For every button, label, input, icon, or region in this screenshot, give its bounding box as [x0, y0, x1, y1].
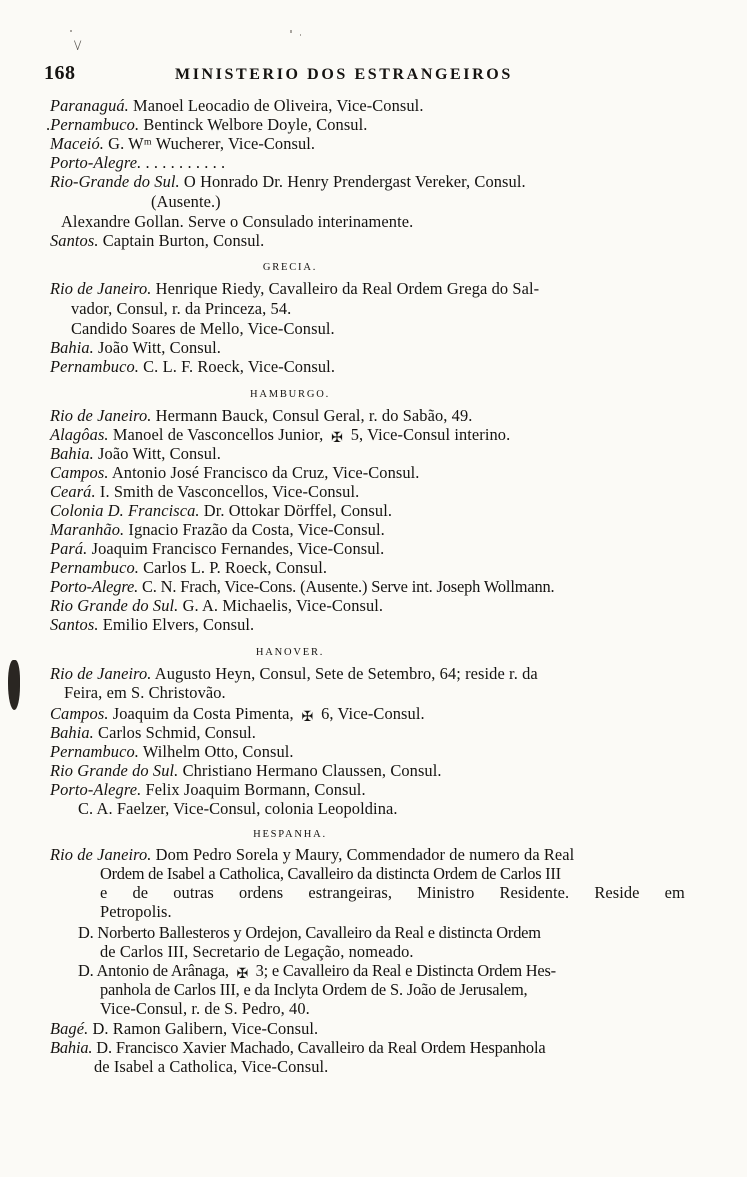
entry-text: I. Smith de Vasconcellos, Vice-Consul. [95, 482, 360, 501]
entry-text: D. Francisco Xavier Machado, Cavalleiro da Real Ordem Hespanhola [92, 1038, 546, 1057]
entry-text: Antonio José Francisco da Cruz, Vice-Consul. [108, 463, 420, 482]
paper-speck [300, 34, 301, 36]
entry-text: Emilio Elvers, Consul. [98, 615, 255, 634]
entry-line [78, 923, 541, 942]
place-name: Rio de Janeiro. [50, 845, 152, 864]
entry-line [50, 425, 510, 446]
entry-word: Residente. [499, 883, 570, 902]
order-cross-icon: ✠ [331, 431, 343, 446]
entry-text: Wilhelm Otto, Consul. [138, 742, 294, 761]
entry-word: e [100, 883, 108, 902]
place-name: Bahia. [50, 723, 94, 742]
entry-line [50, 780, 366, 799]
entry-line [94, 1057, 328, 1076]
entry-text: Vice-Consul, r. de S. Pedro, 40. [100, 999, 310, 1018]
entry-text: G. A. Michaelis, Vice-Consul. [178, 596, 384, 615]
entry-line [50, 357, 335, 376]
entry-line [50, 406, 472, 425]
section-heading-hamburgo: HAMBURGO. [249, 389, 331, 400]
section-heading-hespanha: HESPANHA. [253, 829, 327, 840]
place-name: Santos. [50, 615, 99, 634]
entry-line [50, 153, 225, 172]
entry-line [50, 1038, 546, 1057]
place-name: Bahia. [50, 444, 94, 463]
entry-text: Ignacio Frazão da Costa, Vice-Consul. [124, 520, 385, 539]
entry-text: Augusto Heyn, Consul, Sete de Setembro, 64; reside r. da [151, 664, 538, 683]
place-name: Porto-Alegre. [50, 153, 142, 172]
entry-line [50, 577, 555, 596]
place-name: Rio Grande do Sul. [50, 596, 179, 615]
entry-line [100, 980, 528, 999]
entry-line [50, 596, 383, 615]
running-title: MINISTERIO DOS ESTRANGEIROS [175, 66, 513, 83]
entry-text: Felix Joaquim Bormann, Consul. [141, 780, 366, 799]
entry-line [71, 299, 291, 318]
entry-word: estrangeiras, [308, 883, 393, 902]
entry-prefix: . [46, 115, 51, 134]
place-name: Rio Grande do Sul. [50, 761, 179, 780]
place-name: Rio de Janeiro. [50, 279, 152, 298]
order-cross-icon: ✠ [236, 967, 248, 982]
entry-text: (Ausente.) [151, 192, 221, 211]
entry-line [50, 279, 539, 298]
entry-line [100, 902, 172, 921]
entry-line [50, 845, 574, 864]
place-name: Maceió. [50, 134, 104, 153]
entry-line [50, 172, 526, 191]
entry-word: Reside [594, 883, 640, 902]
entry-text: C. A. Faelzer, Vice-Consul, colonia Leopoldina. [78, 799, 398, 818]
place-name: Maranhão. [50, 520, 125, 539]
entry-line [100, 999, 310, 1018]
paper-speck [70, 30, 72, 32]
entry-text: D. Antonio de Arânaga, [78, 961, 229, 980]
entry-line [61, 212, 413, 231]
entry-line [50, 723, 256, 742]
entry-text: G. Wᵐ Wucherer, Vice-Consul. [103, 134, 316, 153]
entry-line [50, 482, 359, 501]
entry-text: João Witt, Consul. [93, 338, 221, 357]
entry-line [50, 704, 425, 725]
place-name: Campos. [50, 704, 109, 723]
corner-mark: \/ [74, 38, 81, 54]
entry-line [50, 444, 221, 463]
entry-text: C. N. Frach, Vice-Cons. (Ausente.) Serve int. Joseph Wollmann. [138, 577, 555, 596]
place-name: Pará. [50, 539, 88, 558]
entry-line [50, 520, 385, 539]
entry-word: de [132, 883, 149, 902]
place-name: Pernambuco. [50, 115, 140, 134]
entry-text: D. Ramon Galibern, Vice-Consul. [88, 1019, 319, 1038]
entry-text: Dom Pedro Sorela y Maury, Commendador de numero da Real [151, 845, 575, 864]
entry-line [46, 115, 367, 134]
place-name: Pernambuco. [50, 558, 139, 577]
entry-text: Manoel Leocadio de Oliveira, Vice-Consul. [128, 96, 424, 115]
entry-line [78, 799, 398, 818]
entry-text: Ordem de Isabel a Catholica, Cavalleiro da distincta Ordem de Carlos III [100, 864, 561, 883]
entry-text: Candido Soares de Mello, Vice-Consul. [71, 319, 335, 338]
entry-line [50, 539, 384, 558]
entry-line [50, 664, 538, 683]
place-name: Porto-Alegre. [50, 780, 142, 799]
entry-word: ordens [238, 883, 284, 902]
entry-text: O Honrado Dr. Henry Prendergast Vereker, Consul. [179, 172, 526, 191]
entry-text: Alexandre Gollan. Serve o Consulado interinamente. [61, 212, 414, 231]
entry-line [50, 1019, 318, 1038]
entry-line [100, 883, 685, 902]
entry-line [50, 558, 327, 577]
place-name: Rio de Janeiro. [50, 406, 152, 425]
entry-text: 5, Vice-Consul interino. [350, 425, 511, 444]
entry-text: Joaquim da Costa Pimenta, [108, 704, 294, 723]
place-name: Rio de Janeiro. [50, 664, 152, 683]
entry-line [50, 501, 392, 520]
entry-line [50, 231, 264, 250]
entry-text: vador, Consul, r. da Princeza, 54. [71, 299, 292, 318]
place-name: Ceará. [50, 482, 96, 501]
place-name: Colonia D. Francisca. [50, 501, 200, 520]
place-name: Bahia. [50, 1038, 93, 1057]
entry-text: Carlos L. P. Roeck, Consul. [138, 558, 328, 577]
entry-word: em [664, 883, 685, 902]
entry-line [50, 96, 424, 115]
entry-text: de Isabel a Catholica, Vice-Consul. [94, 1057, 329, 1076]
binding-ink-mark [8, 660, 20, 710]
place-name: Alagôas. [50, 425, 109, 444]
place-name: Porto-Alegre. [50, 577, 139, 596]
entry-text: 3; e Cavalleiro da Real e Distincta Ordem Hes- [255, 961, 556, 980]
entry-text: 6, Vice-Consul. [321, 704, 425, 723]
place-name: Bahia. [50, 338, 94, 357]
place-name: Paranaguá. [50, 96, 129, 115]
entry-line [151, 192, 221, 211]
entry-text: panhola de Carlos III, e da Inclyta Ordem de S. João de Jerusalem, [100, 980, 528, 999]
place-name: Santos. [50, 231, 99, 250]
entry-line [64, 683, 226, 702]
page-number: 168 [44, 62, 76, 84]
entry-line [71, 319, 335, 338]
entry-text: Joaquim Francisco Fernandes, Vice-Consul. [87, 539, 385, 558]
entry-line [78, 961, 556, 982]
entry-text: D. Norberto Ballesteros y Ordejon, Cavalleiro da Real e distincta Ordem [78, 923, 541, 942]
entry-text: . . . . . . . . . . [141, 153, 226, 172]
place-name: Campos. [50, 463, 109, 482]
entry-text: Captain Burton, Consul. [98, 231, 265, 250]
page-header [44, 61, 680, 93]
entry-line [50, 615, 254, 634]
entry-line [50, 463, 420, 482]
entry-text: C. L. F. Roeck, Vice-Consul. [138, 357, 336, 376]
entry-line [100, 864, 561, 883]
place-name: Pernambuco. [50, 357, 139, 376]
entry-text: Manoel de Vasconcellos Junior, [108, 425, 324, 444]
entry-text: João Witt, Consul. [93, 444, 221, 463]
entry-word: Ministro [417, 883, 475, 902]
entry-text: Dr. Ottokar Dörffel, Consul. [199, 501, 393, 520]
paper-speck [290, 30, 292, 33]
entry-text: Bentinck Welbore Doyle, Consul. [139, 115, 368, 134]
entry-text: Christiano Hermano Claussen, Consul. [178, 761, 442, 780]
order-cross-icon: ✠ [301, 710, 314, 725]
entry-line [50, 742, 294, 761]
entry-word: outras [173, 883, 214, 902]
entry-line [50, 761, 442, 780]
entry-text: Carlos Schmid, Consul. [93, 723, 256, 742]
entry-line [50, 134, 315, 153]
entry-line [50, 338, 221, 357]
entry-text: Feira, em S. Christovão. [64, 683, 226, 702]
place-name: Bagé. [50, 1019, 89, 1038]
entry-text: Henrique Riedy, Cavalleiro da Real Ordem Grega do Sal- [151, 279, 540, 298]
entry-text: de Carlos III, Secretario de Legação, nomeado. [100, 942, 414, 961]
entry-text: Hermann Bauck, Consul Geral, r. do Sabão, 49. [151, 406, 473, 425]
place-name: Rio-Grande do Sul. [50, 172, 180, 191]
section-heading-hanover: HANOVER. [255, 647, 325, 658]
entry-text: Petropolis. [100, 902, 172, 921]
entry-line [100, 942, 414, 961]
section-heading-grecia: GRECIA. [262, 262, 318, 273]
place-name: Pernambuco. [50, 742, 139, 761]
